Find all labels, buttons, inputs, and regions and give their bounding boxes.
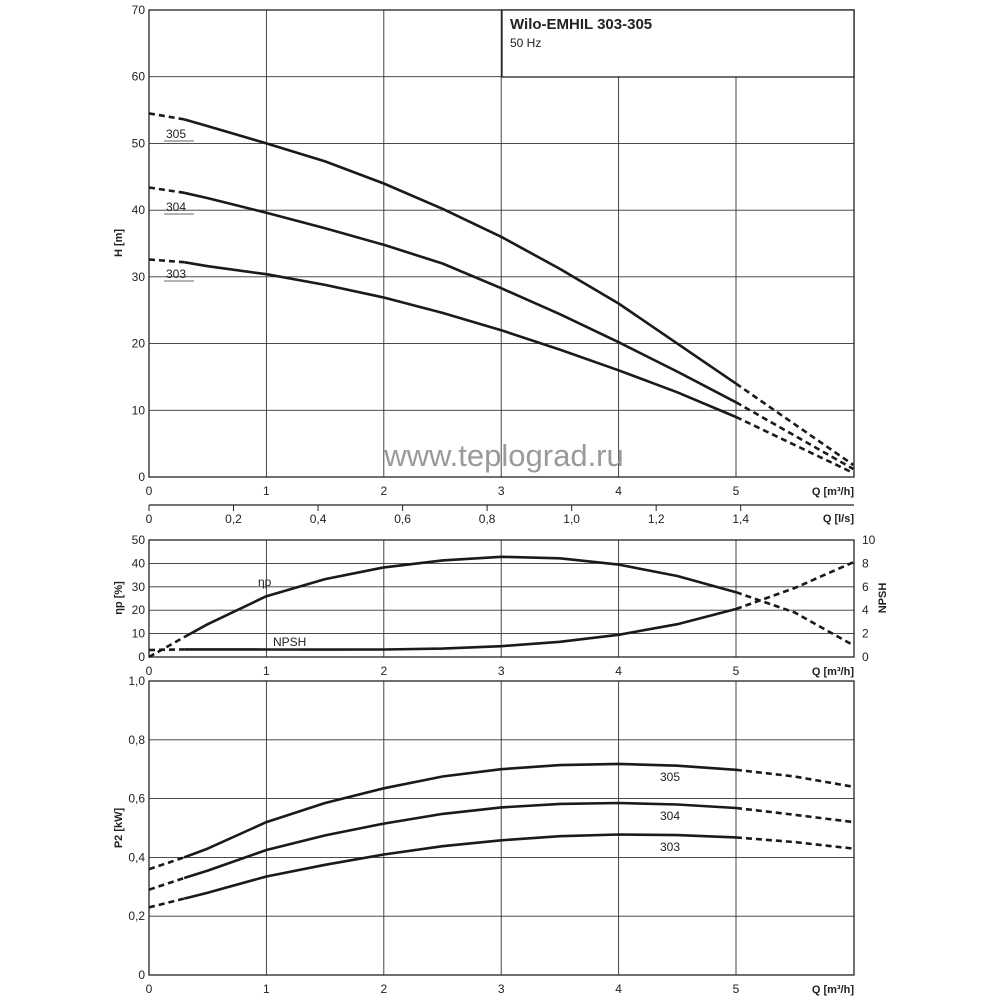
series-label: 304 — [166, 200, 187, 214]
head-y-axis-label: H [m] — [113, 228, 125, 258]
power-x-axis-label: Q [m³/h] — [811, 984, 854, 996]
series-305-dashed-start — [149, 113, 184, 119]
x-tick-label: 4 — [615, 484, 622, 498]
x-tick-label: 2 — [380, 484, 388, 498]
y-tick-label: 50 — [131, 136, 145, 151]
x-tick-label: 5 — [732, 982, 740, 996]
efficiency-y-axis-label: ηp [%] — [113, 581, 125, 615]
y-tick-label: 70 — [131, 3, 145, 17]
series-303-curve — [184, 835, 736, 899]
x-tick-label: 3 — [497, 982, 505, 996]
head-x-axis-label: Q [m³/h] — [811, 486, 854, 498]
series-305-dashed-end — [736, 384, 853, 465]
y-tick-label: 4 — [862, 603, 869, 618]
y-tick-label: 40 — [131, 556, 145, 571]
series-304-dashed-start — [149, 188, 184, 193]
series-304-dashed-start — [149, 878, 184, 890]
series-NPSH-dashed-end — [736, 562, 853, 609]
y-tick-label: 0,4 — [128, 850, 145, 865]
x-tick-label: 0 — [145, 664, 153, 678]
series-label: 305 — [166, 127, 187, 141]
series-303-dashed-end — [736, 837, 853, 848]
x-tick-label: 2 — [380, 664, 388, 678]
power-y-axis-label: P2 [kW] — [113, 807, 125, 849]
ls-tick-label: 1,2 — [647, 512, 665, 526]
series-304-dashed-end — [736, 402, 853, 469]
y-tick-label: 0,2 — [128, 909, 145, 924]
ls-tick-label: 1,0 — [563, 512, 580, 526]
watermark: www.teplograd.ru — [384, 438, 624, 473]
power-chart — [113, 674, 854, 996]
series-305-dashed-end — [736, 770, 853, 787]
y-tick-label: 8 — [862, 556, 869, 571]
series-label: 304 — [660, 809, 681, 823]
y-tick-label: 0 — [138, 968, 145, 982]
series-304-dashed-end — [736, 808, 853, 822]
ls-tick-label: 0,4 — [309, 512, 327, 526]
head-grid — [149, 10, 854, 477]
ls-tick-label: 0,2 — [225, 512, 242, 526]
flow-ls-scale — [146, 505, 855, 526]
series-label: 303 — [660, 840, 681, 854]
y-tick-label: 50 — [131, 533, 145, 547]
ls-tick-label: 0 — [145, 512, 153, 526]
series-label: 305 — [660, 770, 681, 784]
x-tick-label: 0 — [145, 982, 153, 996]
y-tick-label: 60 — [131, 69, 145, 84]
series-303-curve — [184, 262, 736, 417]
y-tick-label: 20 — [131, 603, 145, 618]
x-tick-label: 5 — [732, 664, 740, 678]
series-label: ηp — [258, 575, 272, 589]
x-tick-label: 4 — [615, 664, 622, 678]
series-p-dashed-start — [149, 637, 184, 657]
npsh-y-axis-label: NPSH — [877, 582, 889, 614]
x-tick-label: 3 — [497, 664, 505, 678]
y-tick-label: 10 — [862, 533, 876, 547]
head-x-ticks — [146, 484, 740, 498]
power-x-ticks — [146, 982, 740, 996]
ls-tick-label: 1,4 — [732, 512, 750, 526]
x-tick-label: 1 — [263, 664, 270, 678]
x-tick-label: 5 — [732, 484, 740, 498]
flow-ls-axis-label: Q [l/s] — [822, 513, 854, 525]
x-tick-label: 1 — [263, 982, 270, 996]
series-304-curve — [184, 803, 736, 878]
head-title-box — [502, 10, 854, 77]
y-tick-label: 30 — [131, 579, 145, 594]
series-NPSH-dashed-start — [149, 649, 184, 650]
y-tick-label: 10 — [131, 626, 145, 641]
x-tick-label: 3 — [497, 484, 505, 498]
y-tick-label: 6 — [862, 579, 869, 594]
power-series-labels — [660, 770, 680, 854]
y-tick-label: 0,6 — [128, 791, 145, 806]
y-tick-label: 0 — [138, 470, 145, 484]
series-305-dashed-start — [149, 857, 184, 869]
power-y-ticks — [128, 674, 145, 982]
head-series-labels — [164, 127, 194, 281]
series-303-dashed-start — [149, 899, 184, 908]
chart-subtitle: 50 Hz — [510, 36, 542, 50]
npsh-y-ticks — [862, 533, 876, 664]
y-tick-label: 0 — [862, 650, 869, 664]
series-p-dashed-end — [736, 592, 853, 645]
head-chart — [113, 3, 854, 498]
eff-x-ticks — [146, 664, 740, 678]
efficiency-npsh-chart — [113, 533, 889, 678]
series-label: 303 — [166, 267, 187, 281]
y-tick-label: 1,0 — [128, 674, 145, 688]
x-tick-label: 0 — [145, 484, 153, 498]
x-tick-label: 2 — [380, 982, 388, 996]
head-y-ticks — [132, 3, 146, 484]
x-tick-label: 4 — [615, 982, 622, 996]
x-tick-label: 1 — [263, 484, 270, 498]
eff-x-axis-label: Q [m³/h] — [811, 666, 854, 678]
series-304-curve — [184, 193, 736, 402]
chart-title: Wilo-EMHIL 303-305 — [510, 16, 653, 33]
y-tick-label: 30 — [131, 269, 145, 284]
y-tick-label: 20 — [131, 336, 145, 351]
series-p-curve — [184, 557, 736, 637]
series-NPSH-curve — [184, 609, 736, 650]
y-tick-label: 40 — [131, 203, 145, 218]
y-tick-label: 0 — [138, 650, 145, 664]
y-tick-label: 0,8 — [128, 732, 145, 747]
y-tick-label: 10 — [131, 403, 145, 418]
ls-tick-label: 0,8 — [478, 512, 496, 526]
eff-y-ticks — [132, 533, 146, 664]
series-303-dashed-start — [149, 260, 184, 263]
y-tick-label: 2 — [862, 626, 869, 641]
flow-ls-ticks — [146, 505, 750, 526]
series-label: NPSH — [273, 635, 307, 649]
ls-tick-label: 0,6 — [394, 512, 411, 526]
